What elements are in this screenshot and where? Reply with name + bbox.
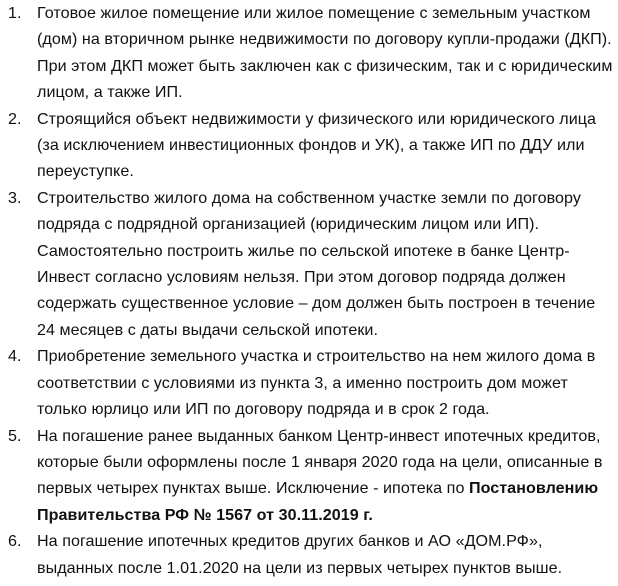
list-item-text: Строящийся объект недвижимости у физического или юридического лица (за исключением инвестиционных фондов и УК), а также ИП по ДДУ или переуступке. (37, 109, 597, 181)
list-item-number: 3. (8, 188, 22, 207)
list-item-number: 5. (8, 426, 22, 445)
list-item-text: Строительство жилого дома на собственном участке земли по договору подряда с подрядной организацией (юридическим лицом или ИП). Самостоятельно построить жилье по сельской ипотеке в банке Центр-Инвест согласно условиям нельзя. При этом договор подряда должен содержать существенное условие – дом должен быть построен в течение 24 месяцев с даты выдачи сельской ипотеки. (37, 188, 596, 339)
list-item-number: 1. (8, 4, 22, 22)
regulation-reference: Постановлению Правительства РФ № 1567 от 30.11.2019 г. (37, 479, 599, 524)
list-item (0, 185, 614, 343)
list-item (0, 343, 614, 422)
list-item-text: Готовое жилое помещение или жилое помещение с земельным участком (дом) на вторичном рынке недвижимости по договору купли-продажи (ДКП). При этом ДКП может быть заключен как с физическим, так и с юридическим лицом, а также ИП. (37, 4, 613, 102)
list-item-text (37, 427, 602, 524)
list-item-number: 4. (8, 347, 22, 366)
list-item-text: Приобретение земельного участка и строительство на нем жилого дома в соответствии с условиями из пункта 3, а именно построить дом может только юрлицо или ИП по договору подряда и в срок 2 года. (37, 347, 596, 419)
list-item (0, 423, 614, 529)
list-item (0, 106, 614, 185)
list-item-number: 6. (8, 532, 22, 551)
list-item-text: На погашение ипотечных кредитов других банков и АО «ДОМ.РФ», выданных после 1.01.2020 на цели из первых четырех пунктов выше. (37, 532, 563, 577)
list-item (0, 528, 614, 581)
list-item-text-plain: На погашение ранее выданных банком Центр-инвест ипотечных кредитов, которые были оформлены после 1 января 2020 года на цели, описанные в первых четырех пунктах выше. Исключение - ипотека по (37, 426, 603, 498)
list-item (0, 0, 614, 106)
list-item-number: 2. (8, 109, 22, 128)
